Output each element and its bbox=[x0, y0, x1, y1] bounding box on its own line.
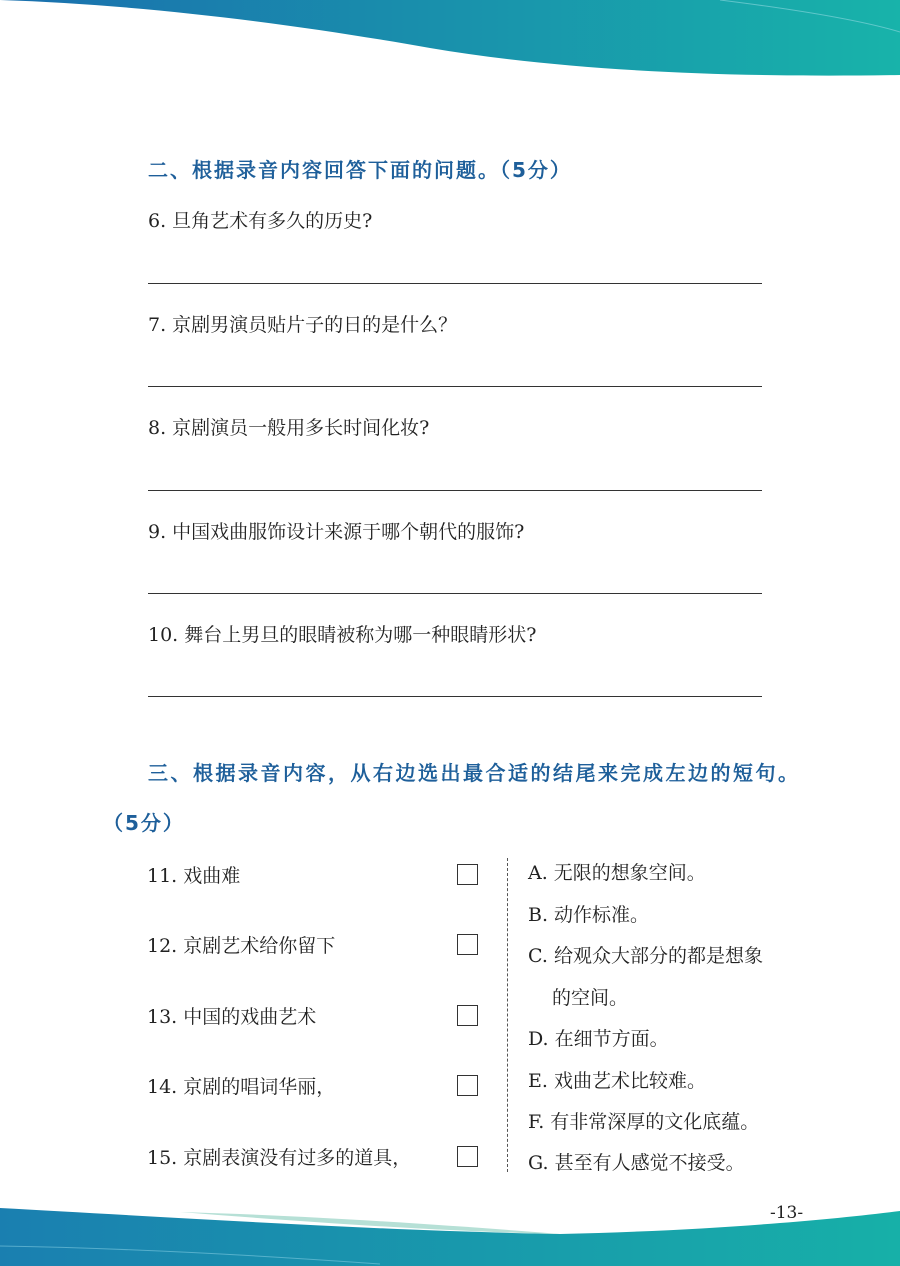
match-item-14: 14. 京剧的唱词华丽， bbox=[147, 1076, 336, 1098]
option-f: F. 有非常深厚的文化底蕴。 bbox=[528, 1111, 760, 1133]
match-item-11: 11. 戏曲难 bbox=[147, 865, 241, 887]
answer-box-14[interactable] bbox=[457, 1075, 478, 1096]
question-6: 6. 旦角艺术有多久的历史? bbox=[148, 210, 373, 232]
answer-box-15[interactable] bbox=[457, 1146, 478, 1167]
answer-line-10[interactable] bbox=[148, 696, 762, 697]
section-2-heading: 二、根据录音内容回答下面的问题。（5分） bbox=[148, 158, 572, 182]
question-9: 9. 中国戏曲服饰设计来源于哪个朝代的服饰? bbox=[148, 521, 525, 543]
section-3-points: （5分） bbox=[103, 811, 185, 835]
option-g: G. 甚至有人感觉不接受。 bbox=[528, 1152, 745, 1174]
answer-line-6[interactable] bbox=[148, 283, 762, 284]
divider bbox=[507, 858, 508, 1172]
option-c: C. 给观众大部分的都是想象 bbox=[528, 945, 763, 967]
top-decorative-band bbox=[0, 0, 900, 80]
section-3-heading: 三、根据录音内容，从右边选出最合适的结尾来完成左边的短句。 bbox=[148, 761, 801, 785]
answer-box-13[interactable] bbox=[457, 1005, 478, 1026]
answer-line-9[interactable] bbox=[148, 593, 762, 594]
answer-line-8[interactable] bbox=[148, 490, 762, 491]
page-number: -13- bbox=[770, 1203, 804, 1223]
option-d: D. 在细节方面。 bbox=[528, 1028, 669, 1050]
option-a: A. 无限的想象空间。 bbox=[528, 862, 706, 884]
question-10: 10. 舞台上男旦的眼睛被称为哪一种眼睛形状? bbox=[148, 624, 537, 646]
question-8: 8. 京剧演员一般用多长时间化妆? bbox=[148, 417, 430, 439]
answer-box-11[interactable] bbox=[457, 864, 478, 885]
match-item-13: 13. 中国的戏曲艺术 bbox=[147, 1006, 317, 1028]
question-7: 7. 京剧男演员贴片子的日的是什么？ bbox=[148, 314, 458, 336]
answer-box-12[interactable] bbox=[457, 934, 478, 955]
option-b: B. 动作标准。 bbox=[528, 904, 650, 926]
match-item-15: 15. 京剧表演没有过多的道具， bbox=[147, 1147, 412, 1169]
bottom-decorative-band bbox=[0, 1186, 900, 1266]
answer-line-7[interactable] bbox=[148, 386, 762, 387]
option-e: E. 戏曲艺术比较难。 bbox=[528, 1070, 706, 1092]
match-item-12: 12. 京剧艺术给你留下 bbox=[147, 935, 336, 957]
option-c-continued: 的空间。 bbox=[552, 987, 629, 1009]
